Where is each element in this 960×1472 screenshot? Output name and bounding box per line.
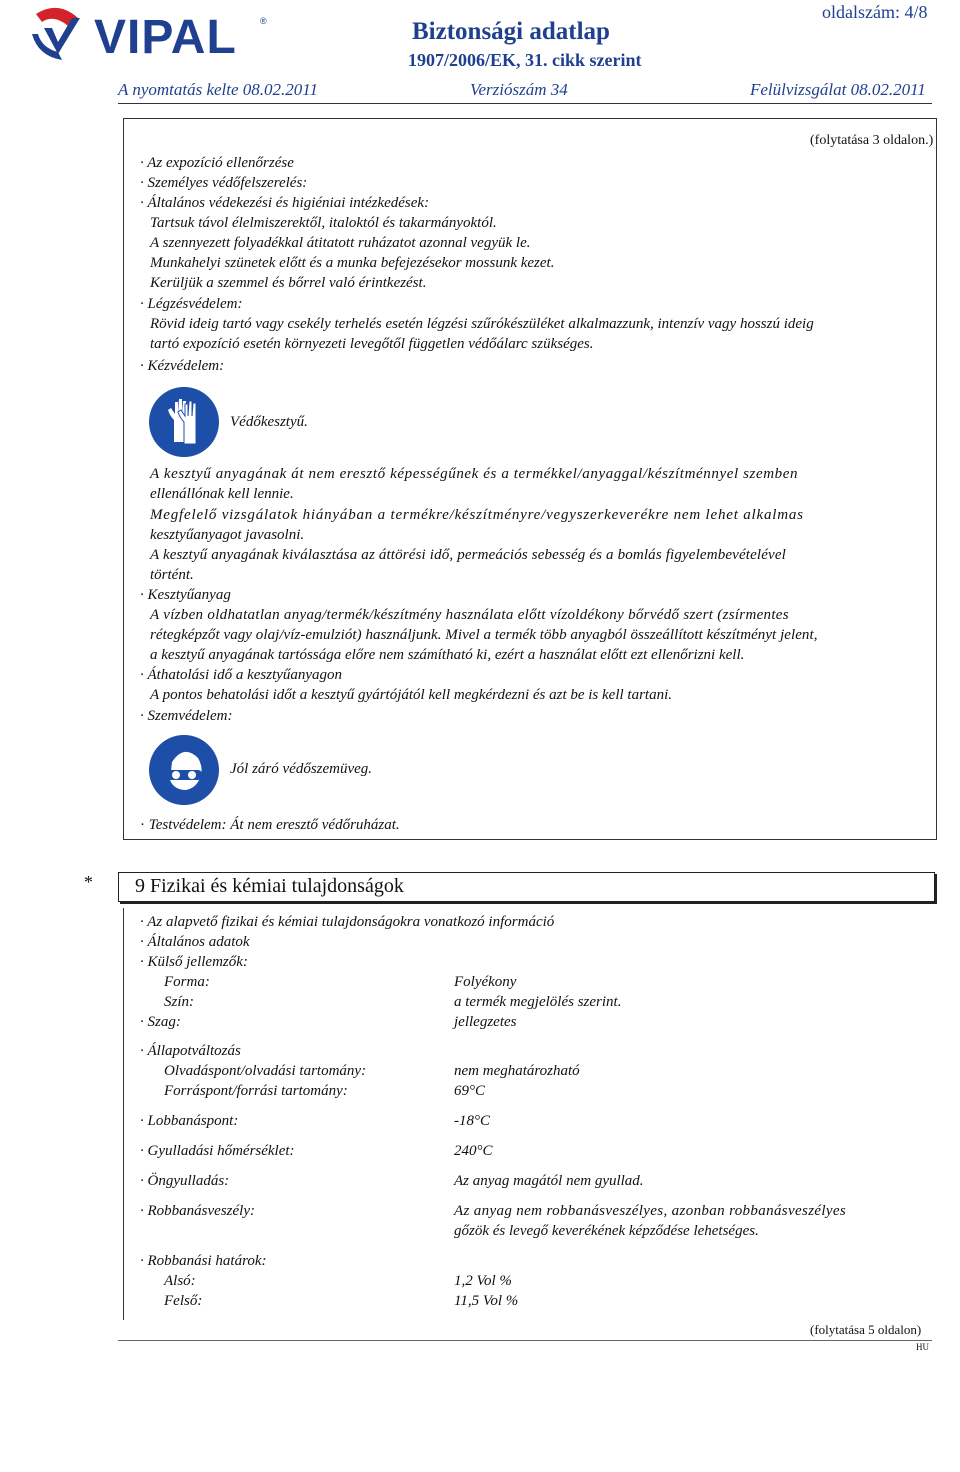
doc-title: Biztonsági adatlap [412,18,610,45]
body-protection-text: Át nem eresztő védőruházat. [230,817,400,833]
vipal-logo-icon [28,4,98,64]
gloves-icon [148,386,220,458]
odor-value: jellegzetes [454,1014,517,1030]
eye-protection-label: Szemvédelem: [147,708,233,724]
color-label: Szín: [164,994,194,1010]
goggles-icon [148,734,220,806]
glove-material-text: A vízben oldhatatlan anyag/termék/készítmény használata előtt vízoldékony bőrvédő szert (zsírmentes [150,607,789,623]
explosion-value: gőzök és levegő keverékének képződése lehetséges. [454,1223,759,1239]
self-ignition-row: · Öngyulladás: [140,1173,230,1189]
change-marker: * [84,872,93,892]
glove-paragraph: ellenállónak kell lennie. [150,486,294,502]
eye-protection-heading: · Szemvédelem: [140,708,233,724]
odor-label: Szag: [147,1014,181,1030]
lower-limit-value: 1,2 Vol % [454,1273,512,1289]
glove-paragraph: kesztyűanyagot javasolni. [150,527,305,543]
state-change-label: Állapotváltozás [147,1043,241,1059]
page-number: oldalszám: 4/8 [822,2,928,22]
revision-date: Felülvizsgálat 08.02.2011 [750,80,926,99]
flash-value: -18°C [454,1113,490,1129]
registered-mark: ® [260,16,267,26]
odor-row: · Szag: [140,1014,181,1030]
general-measures-heading: · Általános védekezési és higiéniai intézkedések: [140,195,430,211]
self-ignition-value: Az anyag magától nem gyullad. [454,1173,644,1189]
glove-paragraph: A kesztyű anyagának kiválasztása az áttörési idő, permeációs sebesség és a bomlás figyelembevételével [150,547,786,563]
version: Verziószám 34 [470,80,568,99]
glove-paragraph: A kesztyű anyagának át nem eresztő képességűnek és a termékkel/anyaggal/készítménnyel szemben [150,466,799,482]
basic-info-heading: · Az alapvető fizikai és kémiai tulajdonságokra vonatkozó információ [140,914,555,930]
measure-line: Tartsuk távol élelmiszerektől, italoktól és takarmányoktól. [150,215,497,231]
respiratory-text: Rövid ideig tartó vagy csekély terhelés esetén légzési szűrókészüléket alkalmazzunk, intenzív vagy hosszú ideig [150,316,814,332]
footer-divider [118,1340,932,1341]
appearance-label: Külső jellemzők: [147,954,248,970]
hand-protection-heading: · Kézvédelem: [140,358,225,374]
glove-paragraph: történt. [150,567,194,583]
vipal-logo [28,4,268,70]
ignition-row: · Gyulladási hőmérséklet: [140,1143,295,1159]
form-label: Forma: [164,974,210,990]
exposure-control-heading: · Az expozíció ellenőrzése [140,155,294,171]
header-divider [118,103,932,104]
body-protection-row: · Testvédelem: Át nem eresztő védőruházat. [140,817,400,833]
boiling-label: Forráspont/forrási tartomány: [164,1083,348,1099]
exposure-control-label: Az expozíció ellenőrzése [147,155,294,171]
lower-limit-label: Alsó: [164,1273,196,1289]
general-label: Általános adatok [147,934,250,950]
ppe-label: Személyes védőfelszerelés: [147,175,308,191]
explosion-value: Az anyag nem robbanásveszélyes, azonban robbanásveszélyes [454,1203,847,1219]
measure-line: A szennyezett folyadékkal átitatott ruházatot azonnal vegyük le. [150,235,531,251]
flash-row: · Lobbanáspont: [140,1113,239,1129]
self-ignition-label: Öngyulladás: [147,1173,230,1189]
penetration-label: Áthatolási idő a kesztyűanyagon [147,667,343,683]
flash-label: Lobbanáspont: [147,1113,239,1129]
section9-header [118,872,935,902]
continued-on: (folytatása 5 oldalon) [810,1322,922,1337]
upper-limit-value: 11,5 Vol % [454,1293,519,1309]
boiling-value: 69°C [454,1083,486,1099]
melting-value: nem meghatározható [454,1063,580,1079]
gloves-text: Védőkesztyű. [230,414,308,430]
doc-subtitle: 1907/2006/EK, 31. cikk szerint [408,50,642,70]
limits-label: Robbanási határok: [147,1253,267,1269]
language-code: HU [916,1342,929,1352]
penetration-heading: · Áthatolási idő a kesztyűanyagon [140,667,343,683]
glove-material-text: a kesztyű anyagának tartóssága előre nem számítható ki, ezért a használat előtt ezt ellenőrizni kell. [150,647,745,663]
hand-protection-label: Kézvédelem: [147,358,225,374]
basic-info-label: Az alapvető fizikai és kémiai tulajdonságokra vonatkozó információ [147,914,555,930]
explosion-row: · Robbanásveszély: [140,1203,255,1219]
limits-heading: · Robbanási határok: [140,1253,267,1269]
ignition-label: Gyulladási hőmérséklet: [147,1143,295,1159]
appearance-heading: · Külső jellemzők: [140,954,248,970]
glove-material-heading: · Kesztyűanyag [140,587,231,603]
color-value: a termék megjelölés szerint. [454,994,622,1010]
measure-line: Kerüljük a szemmel és bőrrel való érintkezést. [150,275,427,291]
section9-title: 9 Fizikai és kémiai tulajdonságok [135,875,404,897]
respiratory-heading: · Légzésvédelem: [140,296,243,312]
ppe-heading: · Személyes védőfelszerelés: [140,175,308,191]
general-heading: · Általános adatok [140,934,250,950]
goggles-text: Jól záró védőszemüveg. [230,761,373,777]
glove-material-label: Kesztyűanyag [147,587,231,603]
explosion-label: Robbanásveszély: [147,1203,255,1219]
ignition-value: 240°C [454,1143,493,1159]
melting-label: Olvadáspont/olvadási tartomány: [164,1063,367,1079]
print-date: A nyomtatás kelte 08.02.2011 [118,80,319,99]
body-protection-label: Testvédelem: [148,817,227,833]
continued-from: (folytatása 3 oldalon.) [810,133,934,148]
state-change-heading: · Állapotváltozás [140,1043,241,1059]
glove-material-text: rétegképzőt vagy olaj/víz-emulziót) használjunk. Mivel a termék több anyagból összeállított készítményt jelent, [150,627,818,643]
logo-text: VIPAL [94,11,237,64]
penetration-text: A pontos behatolási időt a kesztyű gyártójától kell megkérdezni és azt be is kell tartani. [150,687,673,703]
form-value: Folyékony [454,974,517,990]
glove-paragraph: Megfelelő vizsgálatok hiányában a termékre/készítményre/vegyszerkeverékre nem lehet alkalmas [150,507,804,523]
measure-line: Munkahelyi szünetek előtt és a munka befejezésekor mossunk kezet. [150,255,555,271]
general-measures-label: Általános védekezési és higiéniai intézkedések: [147,195,430,211]
respiratory-text: tartó expozíció esetén környezeti levegőtől független védőálarc szükséges. [150,336,594,352]
respiratory-label: Légzésvédelem: [147,296,243,312]
upper-limit-label: Felső: [164,1293,203,1309]
